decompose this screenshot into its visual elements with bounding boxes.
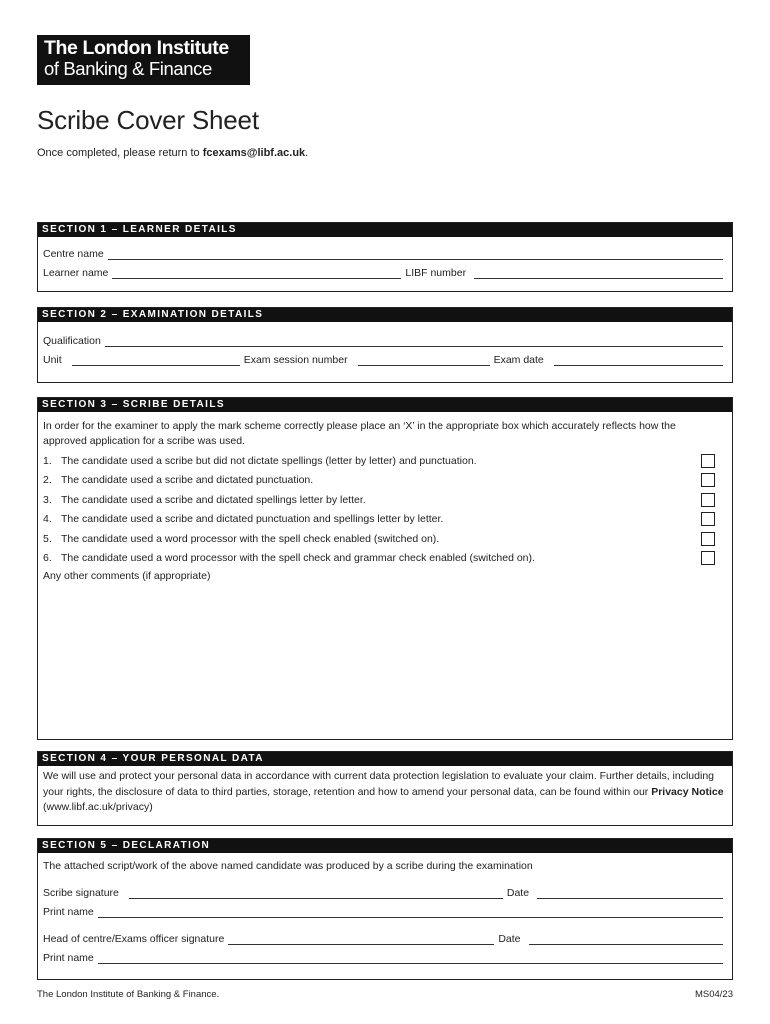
scribe-signature-row (43, 880, 727, 899)
return-instructions (37, 147, 308, 159)
exam-session-field[interactable] (358, 354, 490, 366)
logo-line-1: The London Institute (44, 37, 229, 59)
head-print-name-label: Print name (43, 952, 94, 964)
personal-data-text: We will use and protect your personal data in accordance with current data protection legislation to evaluate your claim. Further details, including your rights, the disclosure of data to third parties, storage, retention and how to amend your personal data, can be found within our (43, 770, 715, 798)
unit-row (43, 347, 727, 366)
scribe-option-text: The candidate used a scribe and dictated punctuation. (61, 474, 314, 487)
return-suffix: . (305, 147, 309, 159)
section-2-heading: SECTION 2 – EXAMINATION DETAILS (38, 308, 732, 322)
exam-date-label: Exam date (493, 354, 544, 366)
learner-name-row (43, 260, 727, 279)
scribe-option-number: 2. (43, 474, 52, 487)
scribe-option-checkbox[interactable] (701, 454, 715, 468)
head-date-field[interactable] (529, 933, 723, 945)
unit-label: Unit (43, 354, 62, 366)
scribe-instructions: In order for the examiner to apply the mark scheme correctly please place an ‘X’ in the appropriate box which accurately reflects how the approved application for a scribe was used. (43, 420, 676, 447)
footer-form-code: MS04/23 (694, 989, 733, 1000)
qualification-field[interactable] (105, 335, 723, 347)
scribe-options-list (43, 449, 727, 568)
scribe-option-number: 4. (43, 513, 52, 526)
head-signature-row (43, 926, 727, 945)
scribe-option (43, 490, 727, 510)
head-date-label: Date (498, 933, 521, 945)
centre-name-field[interactable] (108, 248, 723, 260)
scribe-option (43, 510, 727, 530)
scribe-option (43, 529, 727, 549)
section-declaration (37, 838, 733, 980)
scribe-print-name-label: Print name (43, 906, 94, 918)
libf-number-field[interactable] (474, 267, 723, 279)
section-personal-data (37, 751, 733, 826)
scribe-option-checkbox[interactable] (701, 473, 715, 487)
scribe-option-text: The candidate used a word processor with the spell check enabled (switched on). (61, 532, 440, 545)
centre-name-row (43, 241, 727, 260)
section-3-heading: SECTION 3 – SCRIBE DETAILS (38, 398, 732, 412)
scribe-print-name-field[interactable] (98, 906, 723, 918)
qualification-row (43, 328, 727, 347)
page-title: Scribe Cover Sheet (37, 105, 259, 135)
return-email-link[interactable]: fcexams@libf.ac.uk (202, 147, 306, 159)
head-print-name-row (43, 945, 727, 964)
section-examination-details (37, 307, 733, 383)
scribe-option-number: 1. (43, 454, 52, 467)
scribe-option-text: The candidate used a scribe and dictated punctuation and spellings letter by letter. (61, 513, 444, 526)
section-1-heading: SECTION 1 – LEARNER DETAILS (38, 223, 732, 237)
scribe-signature-label: Scribe signature (43, 887, 119, 899)
section-4-heading: SECTION 4 – YOUR PERSONAL DATA (38, 752, 732, 766)
scribe-option-number: 5. (43, 532, 52, 545)
scribe-option-checkbox[interactable] (701, 493, 715, 507)
learner-name-label: Learner name (43, 267, 109, 279)
privacy-url: (www.libf.ac.uk/privacy) (43, 801, 153, 813)
scribe-date-label: Date (506, 887, 530, 899)
unit-field[interactable] (72, 354, 240, 366)
scribe-option-text: The candidate used a word processor with the spell check and grammar check enabled (switched on). (61, 552, 535, 565)
section-scribe-details (37, 397, 733, 740)
libf-logo (37, 35, 250, 85)
head-signature-label: Head of centre/Exams officer signature (43, 933, 225, 945)
scribe-date-field[interactable] (537, 887, 723, 899)
section-5-heading: SECTION 5 – DECLARATION (38, 839, 732, 853)
scribe-option-checkbox[interactable] (701, 532, 715, 546)
centre-name-label: Centre name (43, 248, 104, 260)
section-learner-details (37, 222, 733, 292)
comments-label: Any other comments (if appropriate) (43, 570, 211, 582)
scribe-option (43, 451, 727, 471)
personal-data-notice (43, 766, 727, 816)
head-signature-field[interactable] (228, 933, 494, 945)
return-text: Once completed, please return to (37, 147, 203, 159)
scribe-print-name-row (43, 899, 727, 918)
scribe-option-checkbox[interactable] (701, 512, 715, 526)
privacy-notice-link[interactable]: Privacy Notice (651, 785, 724, 798)
qualification-label: Qualification (43, 335, 101, 347)
footer-organisation: The London Institute of Banking & Finance. (37, 989, 220, 1000)
comments-area[interactable] (43, 582, 727, 732)
head-print-name-field[interactable] (98, 952, 723, 964)
scribe-option-checkbox[interactable] (701, 551, 715, 565)
learner-name-field[interactable] (112, 267, 401, 279)
libf-number-label: LIBF number (405, 267, 467, 279)
scribe-option-number: 3. (43, 493, 52, 506)
scribe-signature-field[interactable] (129, 887, 503, 899)
scribe-option-text: The candidate used a scribe but did not dictate spellings (letter by letter) and punctuation. (61, 454, 477, 467)
declaration-statement: The attached script/work of the above named candidate was produced by a scribe during the examination (43, 860, 533, 872)
scribe-option (43, 471, 727, 491)
scribe-option (43, 549, 727, 569)
scribe-option-number: 6. (43, 552, 52, 565)
exam-date-field[interactable] (554, 354, 723, 366)
scribe-option-text: The candidate used a scribe and dictated spellings letter by letter. (61, 493, 366, 506)
exam-session-label: Exam session number (243, 354, 348, 366)
logo-line-2: of Banking & Finance (44, 58, 212, 79)
